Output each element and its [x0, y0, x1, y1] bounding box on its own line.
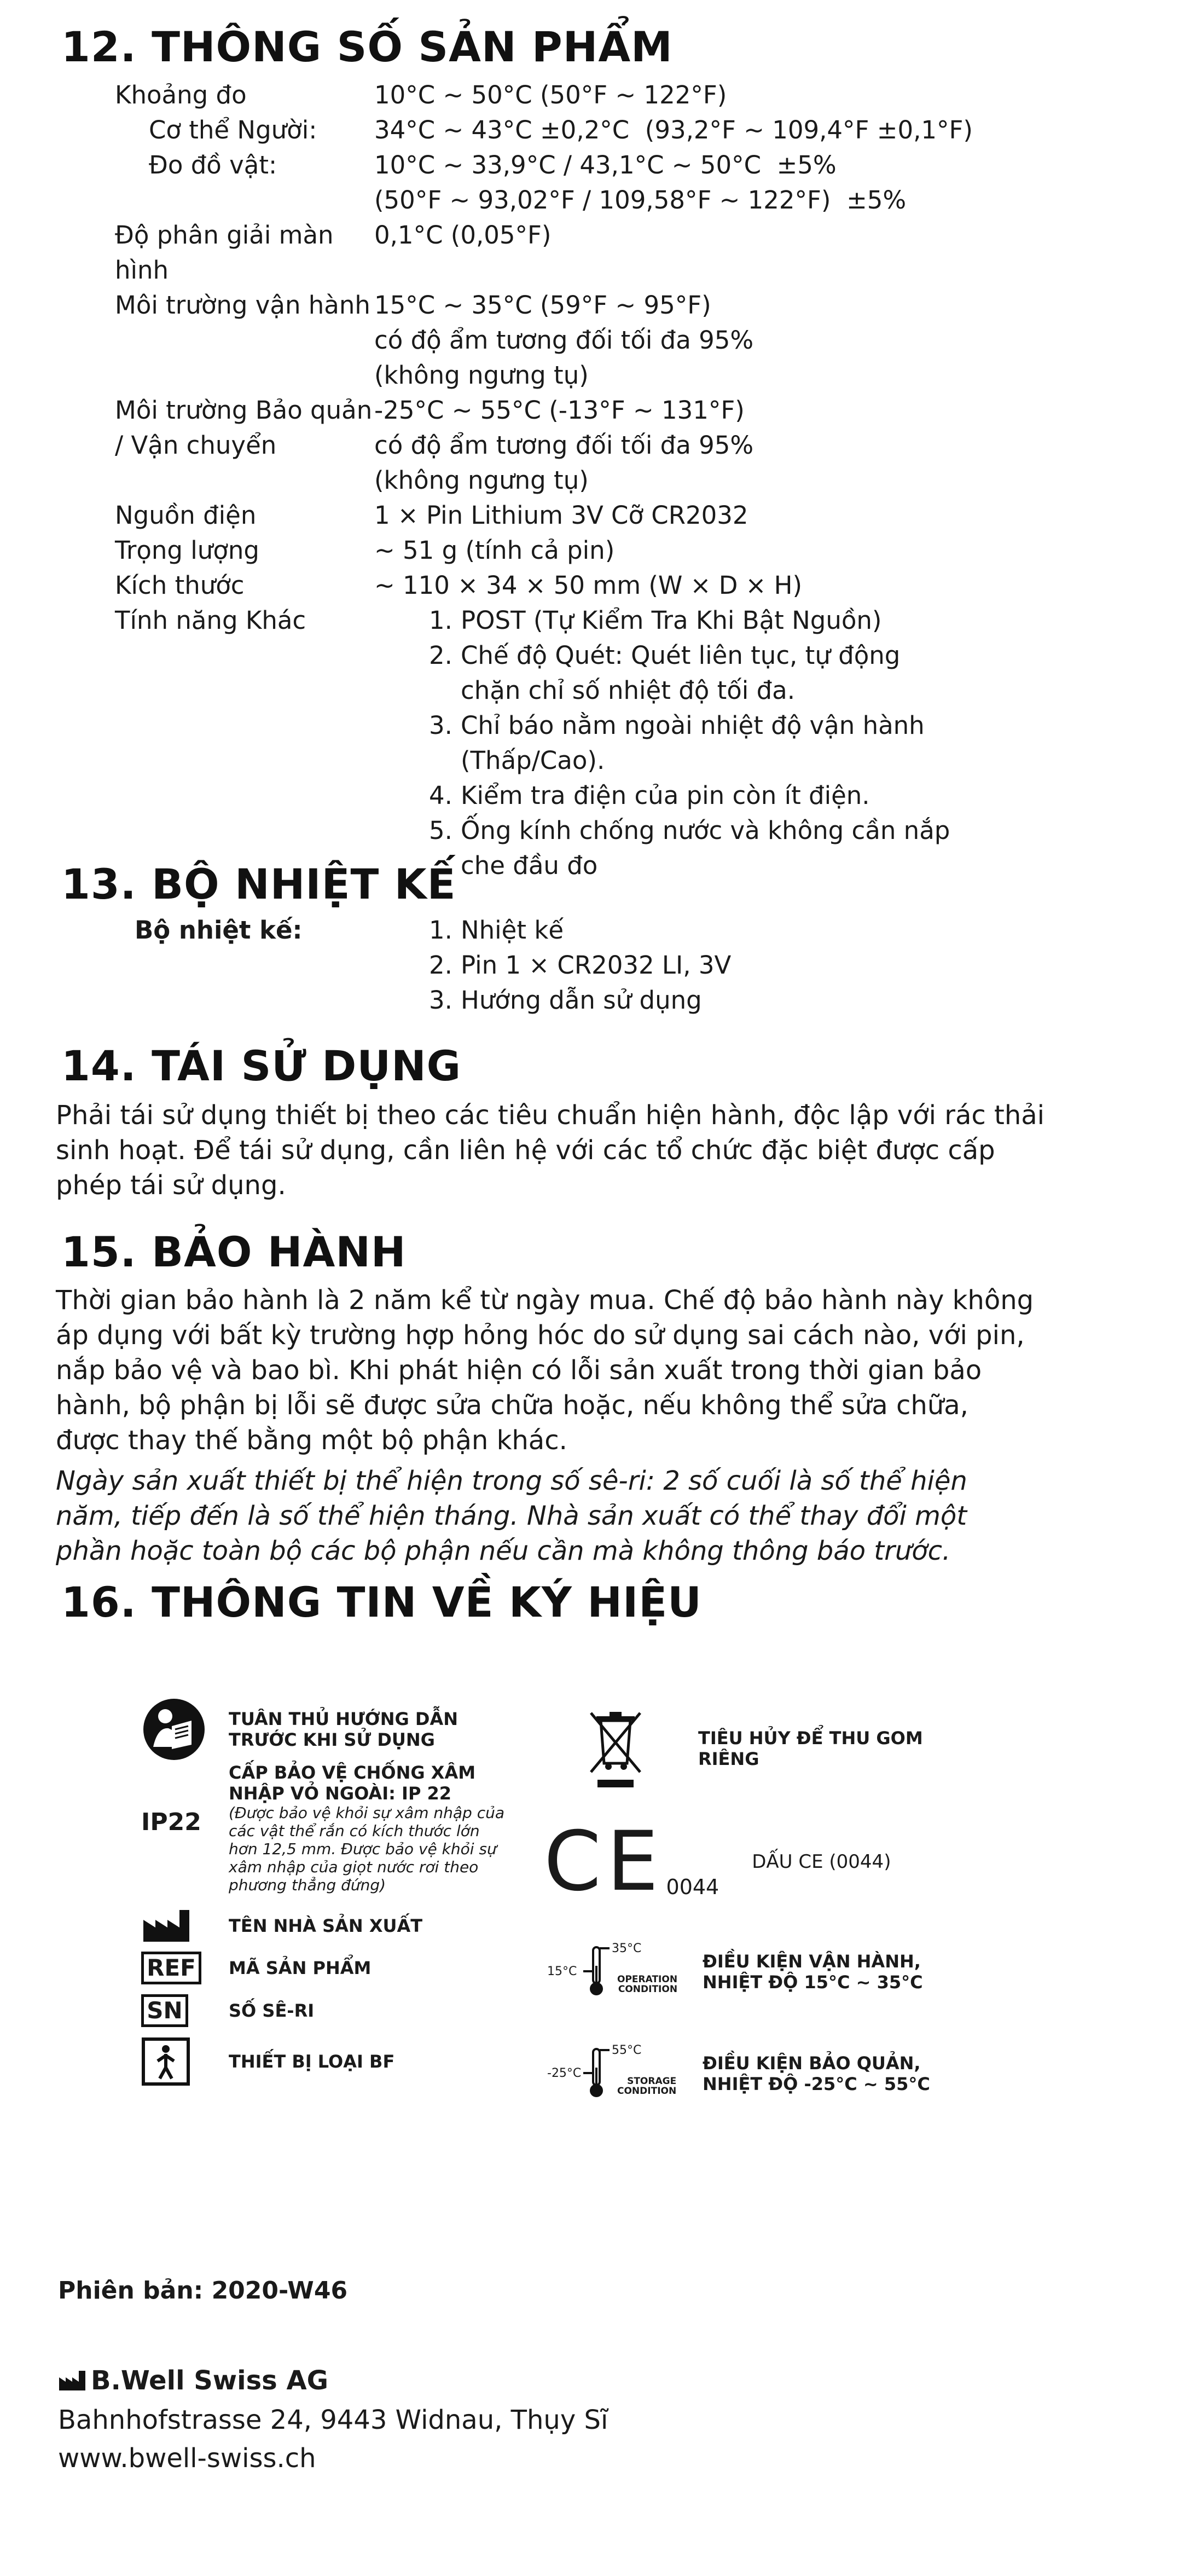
feature-item-number: 1.	[429, 606, 452, 635]
ce-mark: CE	[544, 1814, 664, 1909]
symbol-ce	[544, 1814, 891, 1909]
spec-value: 1 × Pin Lithium 3V Cỡ CR2032	[374, 501, 748, 530]
section-specs	[61, 21, 1112, 883]
operation-low: 15°C	[547, 1965, 577, 1978]
spec-row	[61, 393, 1112, 428]
operation-caption: OPERATION CONDITION	[617, 1974, 678, 1995]
section-kit	[61, 858, 1112, 1018]
kit-item-text: Nhiệt kế	[461, 916, 564, 945]
sn-box: SN	[141, 1994, 188, 2027]
symbol-manufacturer	[141, 1908, 422, 1944]
spec-row	[61, 218, 1112, 288]
spec-row	[61, 113, 1112, 148]
feature-list	[429, 603, 1178, 883]
feature-item-text: Chỉ báo nằm ngoài nhiệt độ vận hành (Thấp/Cao).	[461, 711, 925, 775]
company-line	[58, 2363, 328, 2398]
company-name: B.Well Swiss AG	[91, 2365, 328, 2396]
spec-value: 10°C ~ 50°C (50°F ~ 122°F)	[374, 80, 727, 109]
feature-item-text: Chế độ Quét: Quét liên tục, tự động chặn chỉ số nhiệt độ tối đa.	[461, 641, 901, 705]
spec-value: (không ngưng tụ)	[374, 361, 589, 390]
spec-label: Đo đồ vật:	[149, 150, 277, 180]
instructions-icon	[141, 1697, 207, 1762]
ref-text: MÃ SẢN PHẨM	[229, 1958, 372, 1978]
version-label: Phiên bản: 2020-W46	[58, 2277, 348, 2305]
spec-row	[61, 428, 1112, 463]
spec-row	[61, 533, 1112, 568]
feature-item-text: Ống kính chống nước và không cần nắp che đầu đo	[461, 816, 950, 880]
kit-item-number: 1.	[429, 916, 452, 945]
storage-high: 55°C	[612, 2044, 642, 2057]
symbol-sn	[141, 1994, 314, 2027]
spec-row	[61, 358, 1112, 393]
bf-person-icon	[141, 2037, 190, 2086]
bf-text: THIẾT BỊ LOẠI BF	[229, 2051, 395, 2072]
ce-number: 0044	[666, 1875, 719, 1899]
section-recycle	[56, 1040, 1046, 1203]
storage-thermometer-icon	[547, 2044, 677, 2104]
spec-label	[61, 358, 374, 393]
symbol-weee	[585, 1707, 923, 1790]
spec-label: Kích thước	[115, 571, 245, 600]
spec-value: ~ 110 × 34 × 50 mm (W × D × H)	[374, 571, 803, 600]
spec-value: 0,1°C (0,05°F)	[374, 221, 552, 250]
kit-item	[429, 913, 731, 948]
feature-item-number: 2.	[429, 641, 452, 670]
section-heading-symbols: 16. THÔNG TIN VỀ KÝ HIỆU	[61, 1578, 702, 1626]
ref-box: REF	[141, 1952, 201, 1984]
spec-row	[61, 288, 1112, 323]
weee-bin-icon	[585, 1707, 646, 1790]
operation-high: 35°C	[612, 1942, 642, 1955]
spec-label: / Vận chuyển	[115, 431, 277, 460]
symbol-storage	[547, 2044, 930, 2104]
spec-value: (không ngưng tụ)	[374, 466, 589, 495]
kit-list	[429, 913, 731, 1018]
feature-item-number: 4.	[429, 781, 452, 810]
spec-value: 10°C ~ 33,9°C / 43,1°C ~ 50°C ±5%	[374, 150, 837, 180]
operation-text: ĐIỀU KIỆN VẬN HÀNH, NHIỆT ĐỘ 15°C ~ 35°C	[703, 1951, 923, 1993]
spec-label: Môi trường Bảo quản	[115, 396, 373, 425]
section-symbols	[61, 1576, 1112, 1629]
spec-row	[61, 568, 1112, 603]
spec-label: Nguồn điện	[115, 501, 257, 530]
feature-item-text: Kiểm tra điện của pin còn ít điện.	[461, 781, 870, 810]
spec-row	[61, 323, 1112, 358]
storage-low: -25°C	[547, 2066, 582, 2080]
factory-icon	[141, 1908, 192, 1944]
kit-item-text: Pin 1 × CR2032 LI, 3V	[461, 951, 732, 980]
ip22-title: CẤP BẢO VỆ CHỐNG XÂM NHẬP VỎ NGOÀI: IP 22	[229, 1762, 476, 1804]
symbol-ref	[141, 1952, 371, 1984]
spec-label: Độ phân giải màn hình	[115, 221, 334, 285]
spec-label: Cơ thể Người:	[149, 115, 317, 144]
company-website[interactable]: www.bwell-swiss.ch	[58, 2443, 316, 2474]
kit-item-text: Hướng dẫn sử dụng	[461, 986, 702, 1015]
warranty-text: Thời gian bảo hành là 2 năm kể từ ngày mua. Chế độ bảo hành này không áp dụng với bất kỳ trường hợp hỏng hóc do sử dụng sai cách nào, với pin, nắp bảo vệ và bao bì. Khi phát hiện có lỗi sản xuất trong thời gian bảo hành, bộ phận bị lỗi sẽ được sửa chữa hoặc, nếu không thể sửa chữa, được thay thế bằng một bộ phận khác.	[56, 1285, 1034, 1456]
spec-row	[61, 148, 1112, 183]
section-heading-kit: 13. BỘ NHIỆT KẾ	[61, 860, 456, 908]
spec-value: -25°C ~ 55°C (-13°F ~ 131°F)	[374, 396, 745, 425]
feature-item	[429, 778, 1178, 813]
spec-row	[61, 463, 1112, 498]
bwell-logo-icon	[58, 2370, 86, 2392]
spec-row	[61, 183, 1112, 218]
ip22-code: IP22	[141, 1808, 201, 1836]
weee-text: TIÊU HỦY ĐỂ THU GOM RIÊNG	[698, 1728, 923, 1769]
recycle-text: Phải tái sử dụng thiết bị theo các tiêu chuẩn hiện hành, độc lập với rác thải sinh hoạt. Để tái sử dụng, cần liên hệ với các tổ chức đặc biệt được cấp phép tái sử dụng.	[56, 1100, 1045, 1201]
feature-item-text: POST (Tự Kiểm Tra Khi Bật Nguồn)	[461, 606, 882, 635]
section-heading-specs: 12. THÔNG SỐ SẢN PHẨM	[61, 22, 673, 71]
warranty-note: Ngày sản xuất thiết bị thể hiện trong số sê-ri: 2 số cuối là số thể hiện năm, tiếp đến là số thể hiện tháng. Nhà sản xuất có thể thay đổi một phần hoặc toàn bộ các bộ phận nếu cần mà không thông báo trước.	[56, 1466, 967, 1566]
storage-caption: STORAGE CONDITION	[617, 2076, 677, 2097]
feature-item	[429, 708, 1178, 778]
spec-value: 34°C ~ 43°C ±0,2°C (93,2°F ~ 109,4°F ±0,1°F)	[374, 115, 973, 144]
sn-text: SỐ SÊ-RI	[229, 2000, 315, 2021]
feature-item	[429, 638, 1178, 708]
company-address: Bahnhofstrasse 24, 9443 Widnau, Thụy Sĩ	[58, 2405, 608, 2435]
feature-item-number: 5.	[429, 816, 452, 845]
symbol-ip22	[141, 1762, 504, 1894]
spec-label	[61, 463, 374, 498]
spec-value: có độ ẩm tương đối tối đa 95%	[374, 431, 754, 460]
spec-table	[61, 78, 1112, 638]
instructions-text: TUÂN THỦ HƯỚNG DẪN TRƯỚC KHI SỬ DỤNG	[229, 1709, 459, 1750]
spec-label: Tính năng Khác	[115, 606, 306, 635]
spec-label	[61, 183, 374, 218]
feature-item	[429, 603, 1178, 638]
ce-text: DẤU CE (0044)	[752, 1851, 891, 1873]
symbol-bf	[141, 2037, 394, 2086]
section-warranty	[56, 1226, 1035, 1568]
ip22-detail: (Được bảo vệ khỏi sự xâm nhập của các vật thể rắn có kích thước lớn hơn 12,5 mm. Được bảo vệ khỏi sự xâm nhập của giọt nước rơi theo phương thẳng đứng)	[229, 1804, 504, 1894]
section-heading-warranty: 15. BẢO HÀNH	[61, 1228, 407, 1276]
spec-label	[61, 323, 374, 358]
kit-label: Bộ nhiệt kế:	[135, 916, 303, 945]
section-heading-recycle: 14. TÁI SỬ DỤNG	[61, 1041, 462, 1090]
spec-value: có độ ẩm tương đối tối đa 95%	[374, 326, 754, 355]
spec-value: 15°C ~ 35°C (59°F ~ 95°F)	[374, 291, 711, 320]
symbol-instructions	[141, 1697, 458, 1762]
spec-value: (50°F ~ 93,02°F / 109,58°F ~ 122°F) ±5%	[374, 186, 907, 215]
kit-item	[429, 948, 731, 983]
kit-item-number: 3.	[429, 986, 452, 1015]
spec-label: Khoảng đo	[115, 80, 247, 109]
symbol-operation	[547, 1942, 923, 2002]
spec-label: Trọng lượng	[115, 536, 259, 565]
kit-item	[429, 983, 731, 1018]
spec-row	[61, 498, 1112, 533]
manufacturer-text: TÊN NHÀ SẢN XUẤT	[229, 1915, 423, 1936]
feature-item-number: 3.	[429, 711, 452, 740]
kit-item-number: 2.	[429, 951, 452, 980]
operation-thermometer-icon	[547, 1942, 678, 2002]
spec-label: Môi trường vận hành	[115, 291, 370, 320]
spec-value: ~ 51 g (tính cả pin)	[374, 536, 615, 565]
spec-row	[61, 78, 1112, 113]
storage-text: ĐIỀU KIỆN BẢO QUẢN, NHIỆT ĐỘ -25°C ~ 55°C	[703, 2053, 930, 2094]
